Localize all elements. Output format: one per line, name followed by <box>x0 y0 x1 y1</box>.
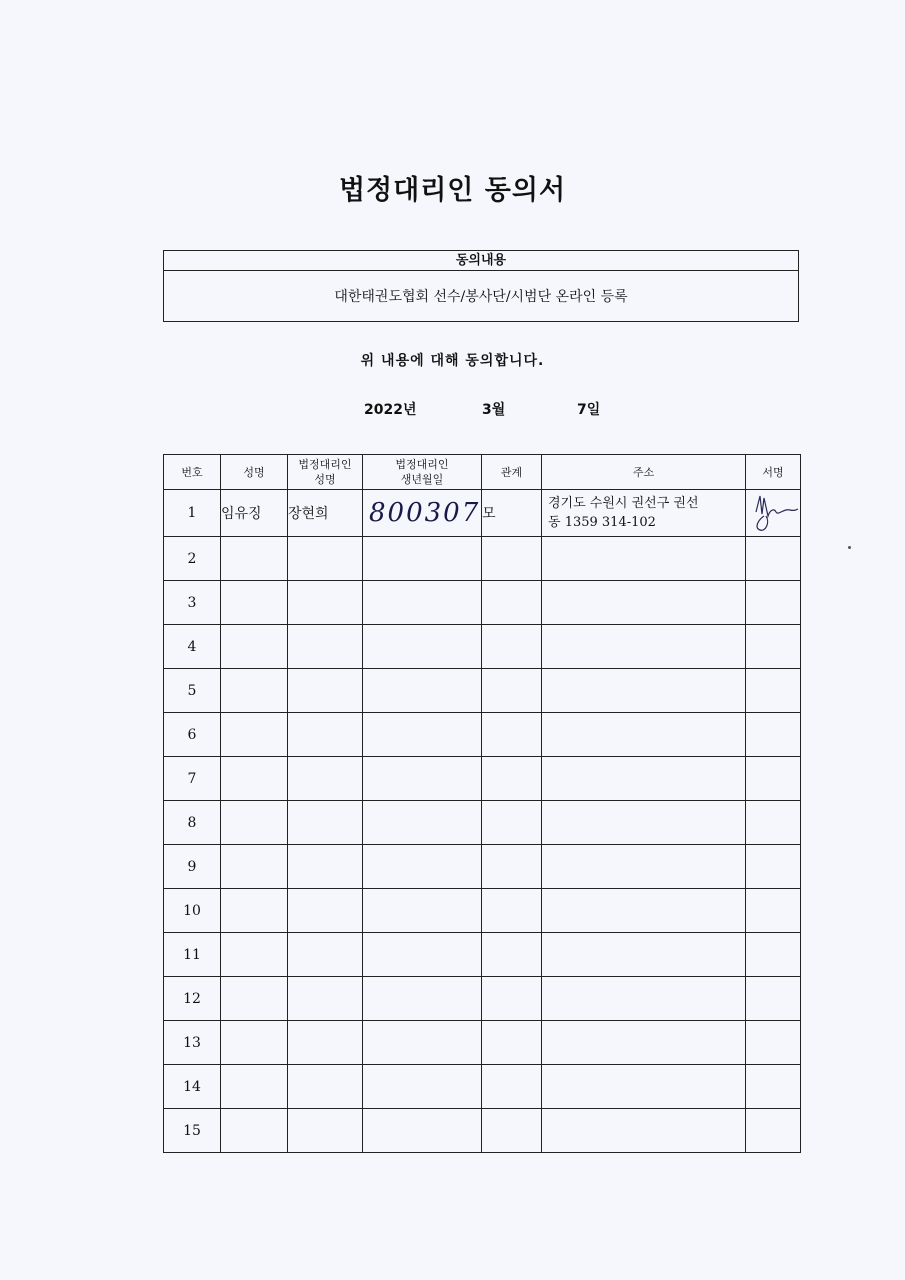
signature-cell <box>746 977 801 1021</box>
date-day: 7일 <box>577 402 601 418</box>
guardian-name <box>288 669 363 713</box>
guardian-birthdate <box>363 801 482 845</box>
relation <box>482 537 542 581</box>
relation <box>482 1021 542 1065</box>
address-cell <box>542 845 746 889</box>
table-row <box>164 845 801 889</box>
row-number: 1 <box>164 490 221 537</box>
guardian-birthdate <box>363 845 482 889</box>
row-number: 11 <box>164 933 221 977</box>
consent-content-box <box>163 250 799 322</box>
signature-cell <box>746 845 801 889</box>
row-number: 15 <box>164 1109 221 1153</box>
address-cell <box>542 889 746 933</box>
signature-cell <box>746 1109 801 1153</box>
header-no: 번호 <box>164 455 221 490</box>
address-cell <box>542 1021 746 1065</box>
guardian-birthdate <box>363 1065 482 1109</box>
table-row <box>164 625 801 669</box>
row-number: 2 <box>164 537 221 581</box>
guardian-name <box>288 1021 363 1065</box>
signature-cell <box>746 713 801 757</box>
relation <box>482 845 542 889</box>
signature-cell <box>746 625 801 669</box>
relation: 모 <box>482 490 542 537</box>
row-number: 8 <box>164 801 221 845</box>
relation <box>482 625 542 669</box>
signature-cell <box>746 801 801 845</box>
guardian-birthdate <box>363 933 482 977</box>
signature-cell <box>746 1021 801 1065</box>
guardian-name <box>288 713 363 757</box>
student-name <box>221 801 288 845</box>
guardian-name <box>288 977 363 1021</box>
student-name: 임유징 <box>221 490 288 537</box>
row-number: 3 <box>164 581 221 625</box>
student-name <box>221 581 288 625</box>
table-row <box>164 933 801 977</box>
guardian-birthdate <box>363 537 482 581</box>
table-row <box>164 713 801 757</box>
handwritten-signature <box>746 490 800 532</box>
row-number: 7 <box>164 757 221 801</box>
table-row <box>164 490 801 537</box>
header-guardian-name-line2: 성명 <box>314 473 336 486</box>
scan-speck <box>848 546 851 549</box>
header-guardian-birth-line2: 생년월일 <box>400 473 444 486</box>
relation <box>482 581 542 625</box>
guardian-name <box>288 933 363 977</box>
row-number: 9 <box>164 845 221 889</box>
handwritten-birthdate: 800307 <box>369 498 481 528</box>
guardian-birthdate <box>363 757 482 801</box>
guardian-name <box>288 1065 363 1109</box>
student-name <box>221 845 288 889</box>
date-month: 3월 <box>482 402 506 418</box>
signature-cell <box>746 1065 801 1109</box>
address-cell <box>542 801 746 845</box>
signature-cell <box>746 490 801 537</box>
table-row <box>164 889 801 933</box>
header-address: 주소 <box>542 455 746 490</box>
signature-cell <box>746 581 801 625</box>
address-cell <box>542 537 746 581</box>
relation <box>482 977 542 1021</box>
student-name <box>221 889 288 933</box>
guardian-birthdate <box>363 977 482 1021</box>
guardian-birthdate <box>363 1021 482 1065</box>
header-guardian-birth <box>363 455 482 490</box>
student-name <box>221 625 288 669</box>
guardian-birthdate <box>363 1109 482 1153</box>
relation <box>482 1065 542 1109</box>
header-name: 성명 <box>221 455 288 490</box>
agree-statement: 위 내용에 대해 동의합니다. <box>360 353 545 369</box>
row-number: 10 <box>164 889 221 933</box>
table-header-row <box>164 455 801 490</box>
address-cell <box>542 1109 746 1153</box>
address-cell <box>542 490 746 537</box>
relation <box>482 889 542 933</box>
guardian-name <box>288 845 363 889</box>
relation <box>482 757 542 801</box>
page-title: 법정대리인 동의서 <box>338 175 567 206</box>
guardian-name <box>288 625 363 669</box>
guardian-birthdate <box>363 581 482 625</box>
address-cell <box>542 933 746 977</box>
guardian-name: 장현희 <box>288 490 363 537</box>
relation <box>482 669 542 713</box>
signature-cell <box>746 889 801 933</box>
guardian-name <box>288 801 363 845</box>
relation <box>482 1109 542 1153</box>
guardian-name <box>288 581 363 625</box>
header-relation: 관계 <box>482 455 542 490</box>
signature-cell <box>746 537 801 581</box>
student-name <box>221 1021 288 1065</box>
row-number: 14 <box>164 1065 221 1109</box>
guardian-birthdate <box>363 669 482 713</box>
table-row <box>164 581 801 625</box>
header-guardian-birth-line1: 법정대리인 <box>395 458 449 471</box>
student-name <box>221 713 288 757</box>
content-text: 대한태권도협회 선수/봉사단/시범단 온라인 등록 <box>334 289 628 305</box>
row-number: 12 <box>164 977 221 1021</box>
relation <box>482 801 542 845</box>
student-name <box>221 1109 288 1153</box>
address-line2: 동 1359 314-102 <box>548 515 656 530</box>
student-name <box>221 977 288 1021</box>
guardian-birthdate <box>363 625 482 669</box>
header-signature: 서명 <box>746 455 801 490</box>
table-row <box>164 801 801 845</box>
content-header: 동의내용 <box>164 251 798 271</box>
signature-cell <box>746 933 801 977</box>
table-row <box>164 537 801 581</box>
signature-cell <box>746 757 801 801</box>
address-cell <box>542 669 746 713</box>
signature-cell <box>746 669 801 713</box>
relation <box>482 933 542 977</box>
student-name <box>221 757 288 801</box>
date-year: 2022년 <box>364 402 417 418</box>
table-row <box>164 757 801 801</box>
guardian-birthdate <box>363 490 482 537</box>
row-number: 13 <box>164 1021 221 1065</box>
address-cell <box>542 625 746 669</box>
address-cell <box>542 1065 746 1109</box>
table-row <box>164 1109 801 1153</box>
row-number: 6 <box>164 713 221 757</box>
table-row <box>164 1021 801 1065</box>
address-cell <box>542 713 746 757</box>
student-name <box>221 933 288 977</box>
student-name <box>221 669 288 713</box>
row-number: 5 <box>164 669 221 713</box>
guardian-birthdate <box>363 889 482 933</box>
relation <box>482 713 542 757</box>
table-row <box>164 1065 801 1109</box>
header-guardian-name <box>288 455 363 490</box>
address-line1: 경기도 수원시 권선구 권선 <box>548 496 699 511</box>
header-guardian-name-line1: 법정대리인 <box>298 458 352 471</box>
student-name <box>221 537 288 581</box>
guardian-name <box>288 1109 363 1153</box>
guardian-name <box>288 889 363 933</box>
address-cell <box>542 757 746 801</box>
guardian-birthdate <box>363 713 482 757</box>
guardian-name <box>288 757 363 801</box>
guardian-name <box>288 537 363 581</box>
student-name <box>221 1065 288 1109</box>
table-row <box>164 977 801 1021</box>
address-cell <box>542 581 746 625</box>
address-cell <box>542 977 746 1021</box>
table-row <box>164 669 801 713</box>
registration-table <box>163 454 801 1153</box>
row-number: 4 <box>164 625 221 669</box>
